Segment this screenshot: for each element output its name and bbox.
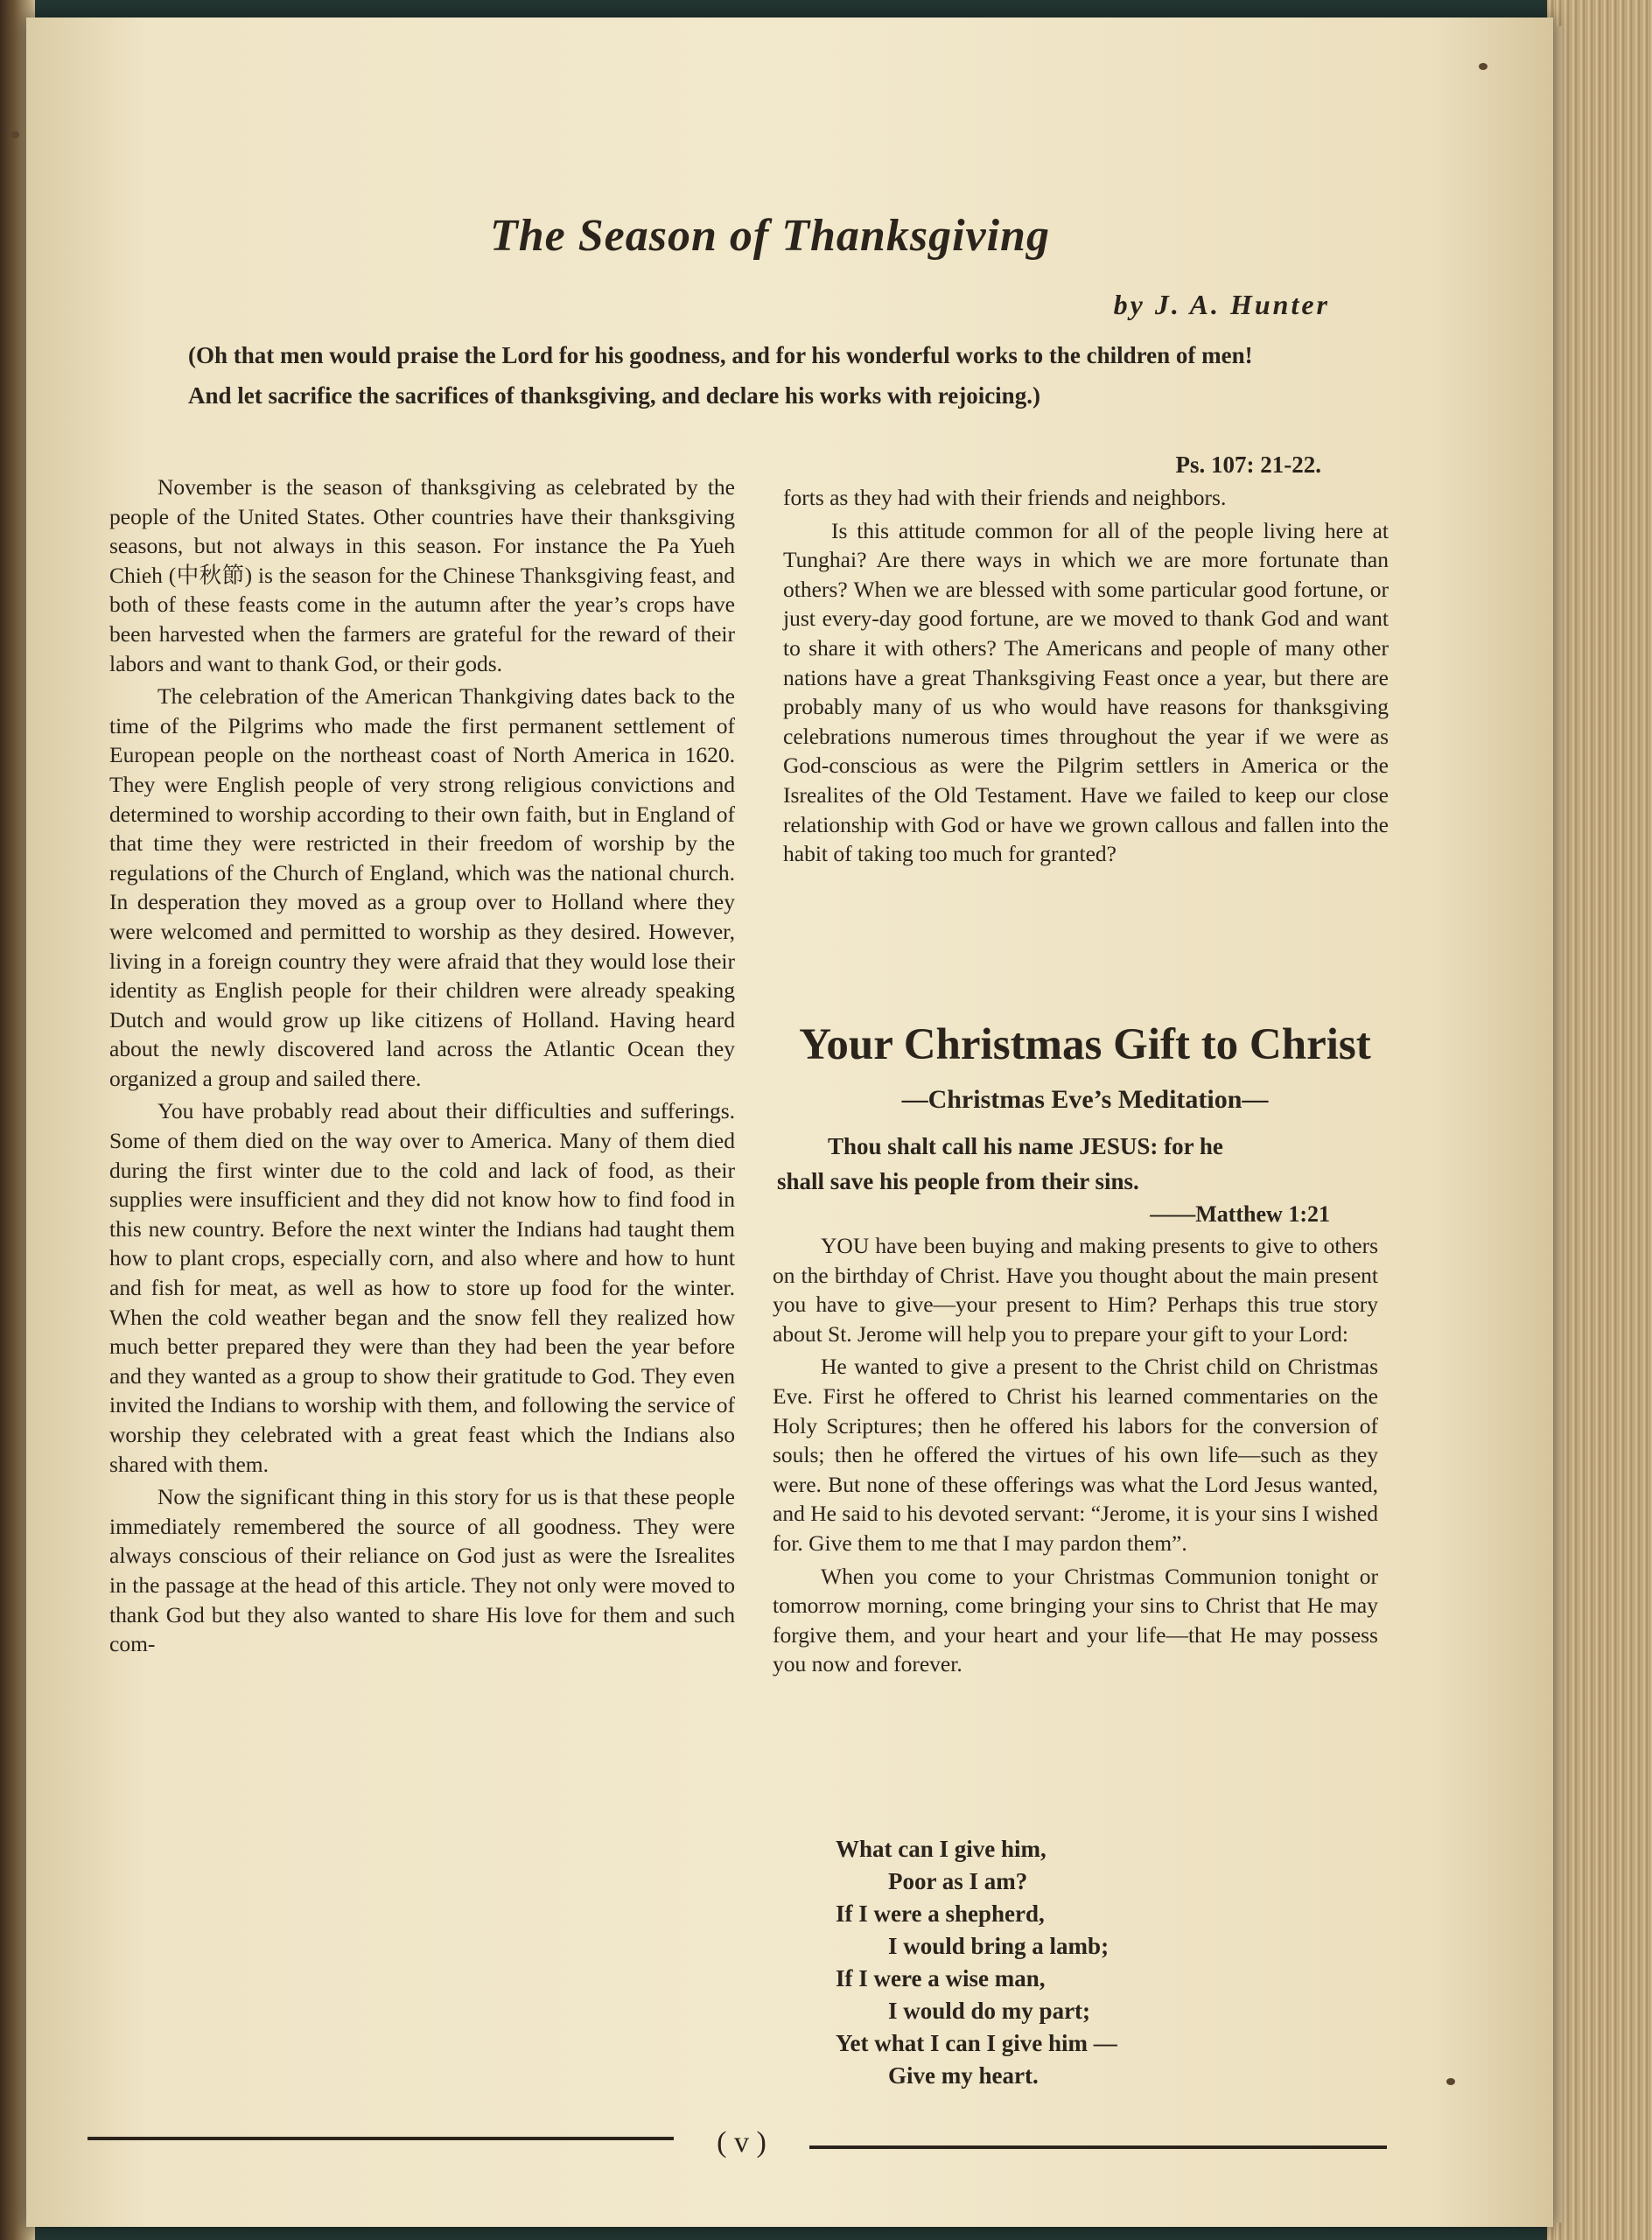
- epigraph-line-1: (Oh that men would praise the Lord for his goodness, and for his wonderful works to the children of men!: [188, 342, 1253, 368]
- paragraph: YOU have been buying and making presents to give to others on the birthday of Christ. Have you thought about the main present you have to give—your present to Him? Perhaps this true story about St. Jerome will help you to prepare your gift to your Lord:: [773, 1233, 1378, 1347]
- christmas-subtitle: —Christmas Eve’s Meditation—: [901, 1085, 1269, 1114]
- paragraph: Is this attitude common for all of the people living here at Tunghai? Are there ways in which we are more fortunate than others? When we are blessed with some particular good fortune, or just every-day good fortune, are we moved to thank God and want to share it with others? The Americans and people of many other nations have a great Thanksgiving Feast once a year, but there are probably many of us who would have reasons for thanksgiving celebrations numerous times throughout the year if we were as God-conscious as were the Pilgrim settlers in America or the Isrealites of the Old Testament. Have we failed to keep our close relationship with God or have we grown callous and fallen into the habit of taking too much for granted?: [783, 517, 1389, 867]
- paragraph: November is the season of thanksgiving as celebrated by the people of the United States. Other countries have their thanksgiving seasons, but not always in this season. For instance the Pa Yueh Chieh (中秋節) is the season for the Chinese Thanksgiving feast, and both of these feasts come in the autumn after the year’s crops have been harvested when the farmers are grateful for the reward of their labors and want to thank God, or their gods.: [109, 474, 735, 676]
- poem-line: If I were a shepherd,: [836, 1900, 1045, 1927]
- paper-speck: [10, 131, 19, 138]
- article-byline: by J. A. Hunter: [1113, 289, 1330, 320]
- footer-rule-right: [809, 2146, 1387, 2149]
- paragraph: When you come to your Christmas Communion tonight or tomorrow morning, come bringing your sins to Christ that He may forgive them, and your heart and your life—that He may possess you now and forever.: [773, 1563, 1378, 1677]
- epigraph: [140, 340, 1391, 420]
- epigraph-reference: Ps. 107: 21-22.: [1175, 452, 1321, 478]
- verse-line-2: shall save his people from their sins.: [777, 1168, 1139, 1194]
- poem-line: Yet what I can I give him —: [836, 2030, 1117, 2056]
- left-column: [109, 472, 735, 1662]
- poem-line: I would bring a lamb;: [888, 1933, 1110, 1959]
- christmas-body: [773, 1231, 1378, 1683]
- poem-line: Give my heart.: [888, 2062, 1039, 2089]
- paragraph-continuation: forts as they had with their friends and neighbors.: [783, 485, 1227, 510]
- paragraph: Now the significant thing in this story for us is that these people immediately remembered the source of all goodness. They were always conscious of their reliance on God just as were the Isrealites in the passage at the head of this article. They not only were moved to thank God but they also wanted to share His love for them and such com-: [109, 1484, 735, 1657]
- paragraph: You have probably read about their difficulties and sufferings. Some of them died on the way over to America. Many of them died during the first winter due to the cold and lack of food, as their supplies were insufficient and they did not know how to find food in this new country. Before the next winter the Indians had taught them how to plant crops, especially corn, and also where and how to hunt and fish for meat, as well as how to store up food for the winter. When the cold weather began and the snow fell they realized how much better prepared they were than they had been the year before and they wanted as a group to show their gratitude to God. They even invited the Indians to worship with them, and following the service of worship they celebrated with a great feast which the Indians also shared with them.: [109, 1098, 735, 1477]
- article-title: The Season of Thanksgiving: [490, 211, 1050, 261]
- verse-reference: ——Matthew 1:21: [1150, 1201, 1330, 1227]
- paper-speck: [1446, 2078, 1455, 2085]
- poem-line: I would do my part;: [888, 1998, 1091, 2024]
- paper-speck: [1479, 63, 1488, 70]
- right-column-article: [783, 483, 1389, 872]
- paragraph: The celebration of the American Thankgiving dates back to the time of the Pilgrims who made the first permanent settlement of European people on the northeast coast of North America in 1620. They were English people of very strong religious convictions and determined to worship according to their own faith, but in England of that time they were restricted in their freedom of worship by the regulations of the Church of England, which was the national church. In desperation they moved as a group over to Holland where they were welcomed and permitted to worship as they desired. However, living in a foreign country they were afraid that they would lose their identity as English people for their children were already speaking Dutch and would grow up like citizens of Holland. Having heard about the newly discovered land across the Atlantic Ocean they organized a group and sailed there.: [109, 683, 735, 1091]
- page-number: ( v ): [717, 2126, 766, 2159]
- paragraph: He wanted to give a present to the Christ child on Christmas Eve. First he offered to Christ his learned commentaries on the Holy Scriptures; then he offered his labors for the conversion of souls; then he offered the virtues of his own life—such as they were. But none of these offerings was what the Lord Jesus wanted, and He said to his devoted servant: “Jerome, it is your sins I wished for. Give them to me that I may pardon them”.: [773, 1354, 1378, 1556]
- christmas-title: Your Christmas Gift to Christ: [799, 1020, 1371, 1069]
- poem-line: What can I give him,: [836, 1836, 1046, 1862]
- page-edges: [1547, 0, 1652, 2240]
- poem-line: Poor as I am?: [888, 1868, 1028, 1894]
- footer-rule-left: [88, 2137, 674, 2140]
- scripture-verse: [777, 1129, 1390, 1199]
- poem: [836, 1833, 1273, 2092]
- poem-line: If I were a wise man,: [836, 1965, 1046, 1992]
- epigraph-line-2: And let sacrifice the sacrifices of thanksgiving, and declare his works with rejoicing.): [188, 382, 1040, 409]
- verse-line-1: Thou shalt call his name JESUS: for he: [828, 1133, 1223, 1159]
